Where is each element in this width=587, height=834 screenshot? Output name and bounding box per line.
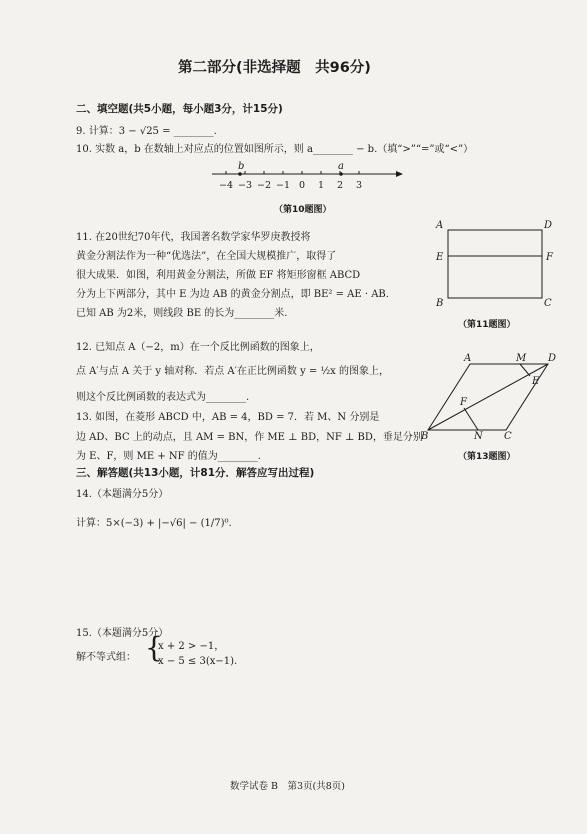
question-9: 9. 计算：3 − √25 = ________. bbox=[76, 126, 217, 137]
question-13-line-1: 13. 如图，在菱形 ABCD 中，AB = 4，BD = 7．若 M、N 分别是 bbox=[76, 412, 380, 423]
question-11-line-1: 11. 在20世纪70年代，我国著名数学家华罗庚教授将 bbox=[76, 232, 311, 243]
svg-text:D: D bbox=[544, 220, 553, 231]
question-15-line-1: x + 2 > −1， bbox=[158, 641, 225, 652]
svg-text:C: C bbox=[504, 431, 512, 440]
question-15-prefix: 解不等式组： bbox=[76, 652, 136, 663]
figure-10-caption: （第10题图） bbox=[274, 205, 332, 215]
svg-text:F: F bbox=[546, 252, 553, 263]
question-12-line-1: 12. 已知点 A（−2，m）在一个反比例函数的图象上， bbox=[76, 342, 320, 353]
svg-text:C: C bbox=[544, 298, 552, 308]
inequality-brace: { bbox=[145, 631, 163, 664]
figure-11-caption: （第11题图） bbox=[458, 320, 516, 330]
tick-label: 3 bbox=[355, 180, 363, 191]
svg-text:E: E bbox=[532, 376, 540, 387]
svg-text:B: B bbox=[421, 431, 429, 440]
question-13-line-3: 为 E、F，则 ME + NF 的值为________. bbox=[76, 451, 261, 462]
point-a bbox=[339, 172, 343, 176]
question-13-line-2: 边 AD、BC 上的动点，且 AM = BN，作 ME ⊥ BD，NF ⊥ BD，垂足分别 bbox=[76, 432, 423, 443]
figure-13-rhombus bbox=[420, 350, 560, 440]
svg-text:B: B bbox=[436, 298, 444, 308]
tick-label: −2 bbox=[256, 180, 272, 191]
question-11-line-2: 黄金分割法作为一种“优选法”，在全国大规模推广，取得了 bbox=[76, 251, 337, 262]
figure-13-caption: （第13题图） bbox=[458, 452, 516, 462]
question-15-title: 15.（本题满分5分） bbox=[76, 628, 169, 639]
question-11-line-4: 分为上下两部分，其中 E 为边 AB 的黄金分割点，即 BE² = AE · AB． bbox=[76, 289, 396, 300]
figure-10-number-line bbox=[208, 158, 408, 208]
question-12-line-3: 则这个反比例函数的表达式为________. bbox=[76, 392, 250, 403]
question-10: 10. 实数 a，b 在数轴上对应点的位置如图所示，则 a________ − b.（填“>”“=”或“<”） bbox=[76, 144, 474, 155]
svg-text:D: D bbox=[548, 353, 557, 364]
svg-text:E: E bbox=[436, 252, 444, 263]
section-heading-fill-blank: 二、填空题(共5小题，每小题3分，计15分) bbox=[76, 103, 283, 115]
svg-text:A: A bbox=[436, 220, 444, 231]
tick-label: 2 bbox=[336, 180, 344, 191]
question-11-line-5: 已知 AB 为2米，则线段 BE 的长为________米. bbox=[76, 308, 288, 319]
tick-label: 0 bbox=[298, 180, 306, 191]
tick-label: 1 bbox=[317, 180, 325, 191]
svg-text:A: A bbox=[464, 353, 472, 364]
point-a-label: a bbox=[338, 161, 344, 172]
svg-text:N: N bbox=[474, 431, 483, 440]
page-footer: 数学试卷 B 第3页(共8页) bbox=[230, 781, 346, 792]
svg-text:F: F bbox=[460, 397, 467, 408]
svg-text:M: M bbox=[516, 353, 527, 364]
page-title: 第二部分(非选择题 共96分) bbox=[178, 60, 371, 76]
tick-label: −3 bbox=[237, 180, 253, 191]
question-15-line-2: x − 5 ≤ 3(x−1). bbox=[158, 656, 238, 667]
tick-label: −4 bbox=[218, 180, 234, 191]
tick-label: −1 bbox=[275, 180, 291, 191]
point-b-label: b bbox=[238, 161, 245, 172]
question-11-line-3: 很大成果．如图，利用黄金分割法，所做 EF 将矩形窗框 ABCD bbox=[76, 270, 361, 281]
section-heading-solutions: 三、解答题(共13小题，计81分．解答应写出过程) bbox=[76, 467, 315, 479]
figure-11-rectangle bbox=[434, 218, 564, 308]
question-14-body: 计算：5×(−3) + |−√6| − (1/7)⁰. bbox=[76, 518, 232, 529]
point-b bbox=[238, 172, 242, 176]
question-12-line-2: 点 A′与点 A 关于 y 轴对称．若点 A′在正比例函数 y = ½x 的图象上， bbox=[76, 366, 390, 377]
question-14-title: 14.（本题满分5分） bbox=[76, 489, 169, 500]
